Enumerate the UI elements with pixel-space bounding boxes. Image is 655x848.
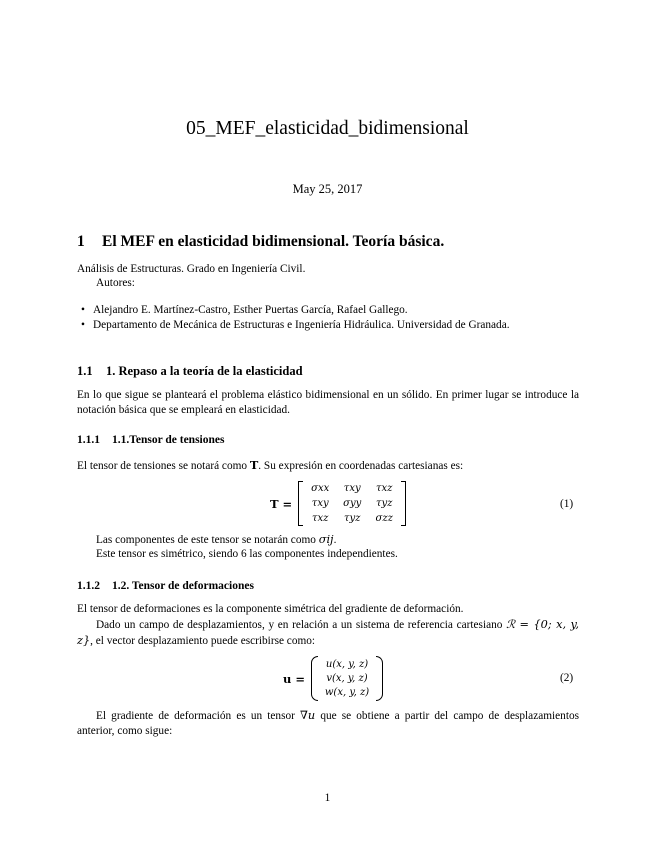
intro-line-2: Autores:	[96, 277, 135, 289]
vector-cell: u(x, y, z)	[325, 659, 369, 670]
section-1-number: 1	[77, 233, 85, 250]
left-parenthesis	[311, 656, 318, 701]
section-1-1-paragraph: En lo que sigue se planteará el problema elástico bidimensional en un sólido. En primer lugar se introduce la notación básica que se empleará en elasticidad.	[77, 389, 579, 416]
matrix-cell: τyz	[375, 498, 393, 509]
author-affiliation: Departamento de Mecánica de Estructuras e Ingeniería Hidráulica. Universidad de Granada.	[93, 319, 510, 331]
section-1-1-2-paragraph-1: El tensor de deformaciones es la componente simétrica del gradiente de deformación.	[77, 603, 464, 615]
list-item	[77, 303, 579, 318]
equation-2-number: (2)	[560, 672, 574, 684]
matrix-cell: σzz	[375, 513, 393, 524]
section-1-1-1-paragraph	[77, 458, 579, 474]
sigma-symbol: σij	[318, 533, 334, 546]
paragraph-text: que se obtiene a partir del campo de desplazamientos anterior, como sigue:	[77, 710, 579, 737]
page-number: 1	[324, 792, 331, 804]
paragraph-text: , el vector desplazamiento puede escribirse como:	[90, 635, 316, 647]
tensor-symbol: T	[249, 458, 259, 472]
section-1-1-2-number: 1.1.2	[77, 580, 100, 592]
section-1-heading	[77, 233, 444, 251]
section-1-1-1-line-2: Este tensor es simétrico, siendo 6 las componentes independientes.	[96, 548, 398, 560]
matrix-cell: τxz	[375, 483, 393, 494]
left-bracket	[298, 481, 303, 526]
equation-2	[283, 656, 383, 701]
right-bracket	[401, 481, 406, 526]
paragraph-text: . Su expresión en coordenadas cartesianas es:	[258, 460, 464, 472]
section-1-1-1-heading	[77, 434, 224, 446]
section-1-title: El MEF en elasticidad bidimensional. Teoría básica.	[102, 233, 445, 250]
section-1-1-2-paragraph-2	[77, 617, 579, 649]
reference-system-symbol: ℛ = {0; x, y, z}	[77, 618, 579, 647]
vector-cell: w(x, y, z)	[324, 687, 370, 698]
matrix-cell: τxz	[311, 513, 329, 524]
section-1-1-title: 1. Repaso a la teoría de la elasticidad	[106, 364, 303, 378]
author-names: Alejandro E. Martínez-Castro, Esther Puertas García, Rafael Gallego.	[93, 304, 408, 316]
paragraph-text: El tensor de tensiones se notará como	[77, 460, 250, 472]
matrix-cell: τxy	[311, 498, 329, 509]
displacement-vector	[311, 656, 383, 701]
gradient-symbol: ∇u	[300, 709, 316, 722]
document-title: 05_MEF_elasticidad_bidimensional	[186, 118, 469, 139]
intro-line-1: Análisis de Estructuras. Grado en Ingeniería Civil.	[77, 263, 306, 275]
section-1-1-number: 1.1	[77, 364, 93, 378]
equation-1	[270, 481, 406, 526]
list-item	[77, 318, 579, 333]
matrix-cell: τyz	[343, 513, 361, 524]
paragraph-text: Las componentes de este tensor se notarán como	[96, 534, 319, 546]
matrix-cell: σxx	[311, 483, 330, 494]
stress-matrix	[298, 481, 406, 526]
matrix-cell: τxy	[343, 483, 361, 494]
section-1-1-1-number: 1.1.1	[77, 434, 100, 446]
paragraph-text: .	[333, 534, 337, 546]
section-1-1-heading	[77, 364, 303, 379]
bullet-icon: •	[81, 319, 85, 331]
paragraph-text: El gradiente de deformación es un tensor	[96, 710, 301, 722]
paragraph-text: Dado un campo de desplazamientos, y en relación a un sistema de referencia cartesiano	[96, 619, 507, 631]
vector-cell: v(x, y, z)	[326, 673, 368, 684]
section-1-1-1-line-1	[77, 532, 579, 548]
section-1-1-2-title: 1.2. Tensor de deformaciones	[112, 580, 254, 592]
matrix-cell: σyy	[343, 498, 362, 509]
section-1-1-2-heading	[77, 580, 254, 592]
document-date: May 25, 2017	[292, 182, 363, 196]
equation-1-lhs: T =	[270, 496, 293, 511]
right-parenthesis	[376, 656, 383, 701]
section-1-1-2-paragraph-3	[77, 708, 579, 739]
bullet-icon: •	[81, 304, 85, 316]
equation-2-lhs: u =	[283, 671, 306, 686]
equation-1-number: (1)	[560, 498, 574, 510]
authors-list	[77, 303, 579, 333]
section-1-1-1-title: 1.1.Tensor de tensiones	[112, 434, 225, 446]
